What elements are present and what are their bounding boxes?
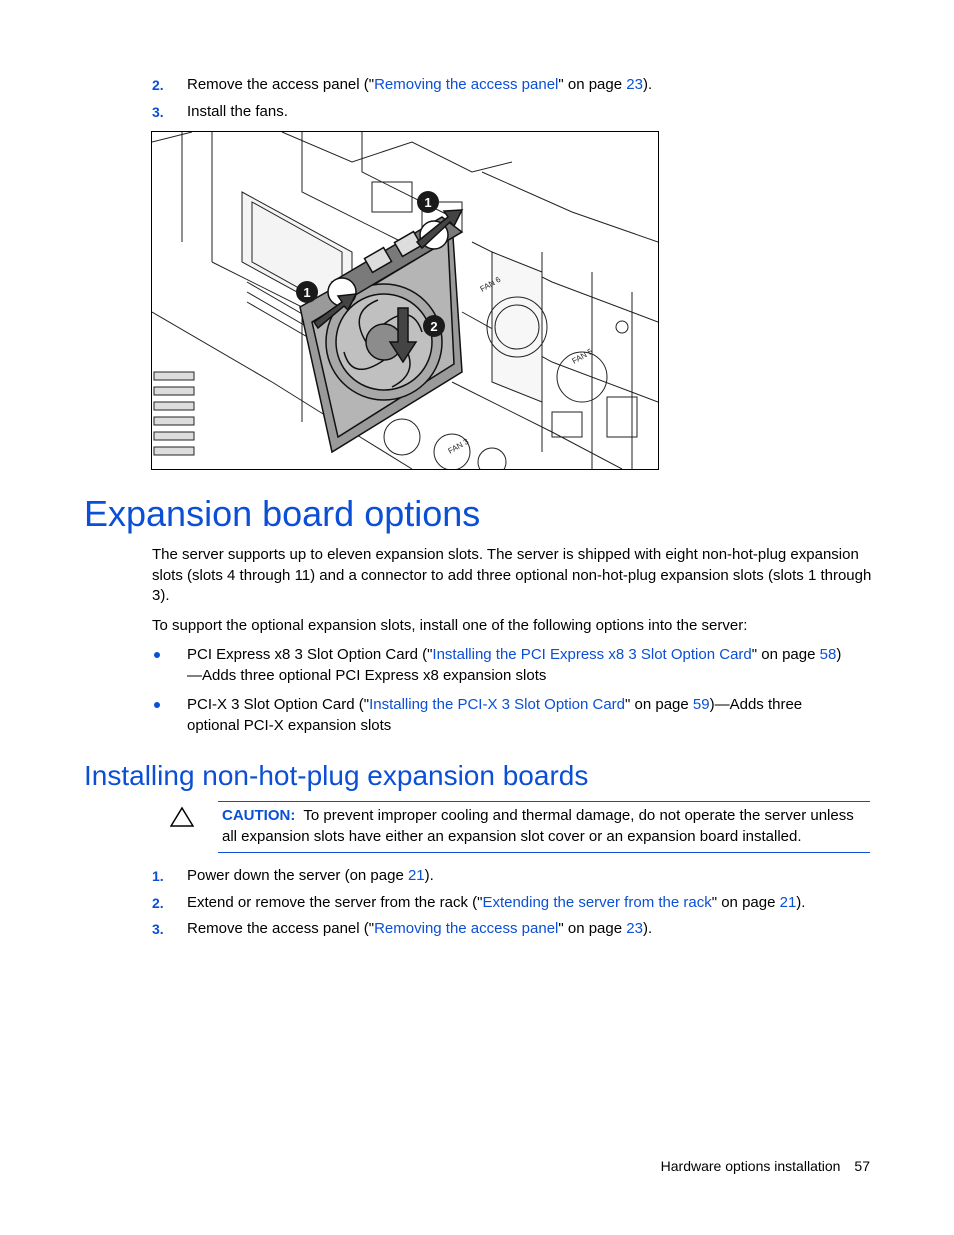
step-text: Install the fans. (187, 103, 288, 120)
step-number: 3. (152, 104, 164, 120)
fan-installation-drawing (152, 132, 658, 469)
label-fan-5: FAN 5 (570, 346, 595, 366)
list-item-text: PCI Express x8 3 Slot Option Card ("Installing the PCI Express x8 3 Slot Option Card" on page 58)—Adds three optional PCI Express x8 expansion slots (187, 646, 842, 684)
page-number: 57 (854, 1158, 870, 1174)
label-fan-6: FAN 6 (478, 274, 503, 294)
list-item-text: PCI-X 3 Slot Option Card ("Installing the PCI-X 3 Slot Option Card" on page 59)—Adds three optional PCI-X expansion slots (187, 696, 803, 734)
label-fan-3: FAN 3 (446, 436, 471, 456)
bullet-icon (154, 652, 160, 658)
installing-pci-express-link[interactable]: Installing the PCI Express x8 3 Slot Option Card (432, 646, 752, 663)
page-21-link[interactable]: 21 (407, 867, 425, 884)
paragraph-support-options: To support the optional expansion slots, install one of the following options into the server: (152, 617, 748, 634)
section-title-expansion-board-options: Expansion board options (84, 493, 481, 534)
page-59-link[interactable]: 59 (692, 696, 710, 713)
page-23-link[interactable]: 23 (626, 76, 643, 93)
caution-label: CAUTION: (222, 807, 296, 824)
bullet-icon (154, 702, 160, 708)
step-number: 1. (152, 868, 164, 884)
step-number: 2. (152, 77, 164, 93)
section-title-installing-boards: Installing non-hot-plug expansion boards (84, 760, 589, 791)
callout-1b: 1 (424, 195, 432, 210)
fan-installation-illustration (151, 131, 659, 470)
callout-2: 2 (430, 319, 438, 334)
extending-server-link[interactable]: Extending the server from the rack (482, 894, 712, 911)
step-number: 2. (152, 895, 164, 911)
callout-1a: 1 (303, 285, 311, 300)
page-21-link[interactable]: 21 (779, 894, 797, 911)
removing-access-panel-link[interactable]: Removing the access panel (374, 920, 559, 937)
step-text: Remove the access panel ("Removing the access panel" on page 23). (187, 76, 653, 93)
caution-icon (170, 806, 194, 828)
page-footer (661, 1158, 870, 1174)
step-text: Power down the server (on page 21). (187, 867, 434, 884)
installing-pci-x-link[interactable]: Installing the PCI-X 3 Slot Option Card (369, 696, 626, 713)
step-text: Remove the access panel ("Removing the access panel" on page 23). (187, 920, 653, 937)
caution-message: CAUTION: To prevent improper cooling and thermal damage, do not operate the server unless all expansion slots have either an expansion slot cover or an expansion board installed. (222, 807, 854, 845)
paragraph-expansion-slots: The server supports up to eleven expansion slots. The server is shipped with eight non-hot-plug expansion slots (slots 4 through 11) and a connector to add three optional non-hot-plug expansion slots (slots 1 through 3). (152, 546, 872, 604)
removing-access-panel-link[interactable]: Removing the access panel (374, 76, 559, 93)
step-text: Extend or remove the server from the rack ("Extending the server from the rack" on page 21). (187, 894, 806, 911)
page-58-link[interactable]: 58 (819, 646, 837, 663)
footer-section: Hardware options installation (660, 1158, 841, 1174)
page-23-link[interactable]: 23 (626, 920, 643, 937)
step-number: 3. (152, 921, 164, 937)
